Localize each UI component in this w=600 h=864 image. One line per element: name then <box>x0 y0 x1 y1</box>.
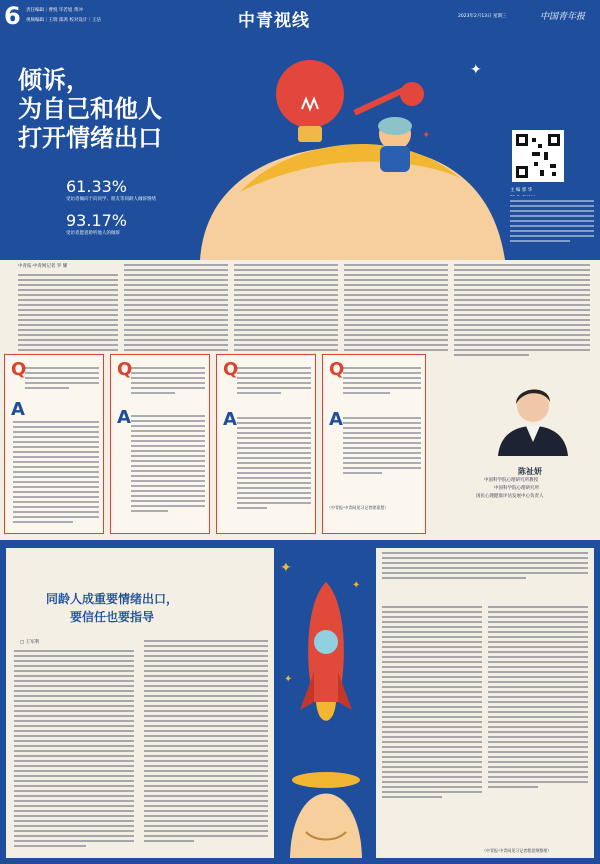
answer-mark: A <box>223 409 237 430</box>
masthead: 中国青年报 <box>540 12 586 22</box>
lower-right-col-1 <box>382 606 482 801</box>
editor-line-1: 责任编辑｜曹悦 毕若旭 黄冲 <box>26 8 83 13</box>
question-mark: Q <box>117 359 133 380</box>
qa-credit: （中青报·中青网见习记者徐嘉慧） <box>327 505 389 510</box>
answer-mark: A <box>11 399 25 420</box>
svg-text:✦: ✦ <box>280 560 292 576</box>
hero-title-line2: 为自己和他人 <box>18 94 162 123</box>
stat-2-caption: 受访者愿意聆听他人的倾诉 <box>66 231 120 236</box>
lower-byline: □ 王军利 <box>20 640 40 645</box>
svg-text:✦: ✦ <box>422 130 431 141</box>
hero-title-line3: 打开情绪出口 <box>18 123 162 152</box>
hero-illustration <box>180 34 510 260</box>
svg-text:✦: ✦ <box>352 580 361 591</box>
qr-code-icon <box>516 134 560 178</box>
question-mark: Q <box>11 359 27 380</box>
page-header <box>0 0 600 34</box>
qr-code[interactable] <box>512 130 564 182</box>
svg-text:✦: ✦ <box>470 62 482 78</box>
question-mark: Q <box>223 359 239 380</box>
answer-mark: A <box>329 409 343 430</box>
lower-col-2 <box>144 640 268 845</box>
article-col-3 <box>234 264 338 359</box>
right-intro-text <box>510 196 596 260</box>
expert-title-1: 中国科学院心理研究所教授 <box>484 478 538 483</box>
qa-box-2 <box>110 354 210 534</box>
expert-photo <box>488 372 578 456</box>
expert-title-3: 国民心理健康评估发展中心负责人 <box>476 494 544 499</box>
svg-text:✦: ✦ <box>284 674 293 685</box>
stat-1-caption: 受访者倾向于向同学、朋友等同龄人倾诉情绪 <box>66 197 156 202</box>
section-title: 中青视线 <box>238 11 310 31</box>
stat-2-value: 93.17% <box>66 211 128 230</box>
expert-name: 陈祉妍 <box>518 467 542 476</box>
date-line: 2023年2月13日 星期三 <box>458 14 507 19</box>
article-col-1 <box>18 274 118 359</box>
article-col-5 <box>454 264 590 359</box>
lower-col-1 <box>14 650 134 850</box>
lower-right-col-2 <box>488 606 588 791</box>
credit-line-1: 主 编 郭 华 <box>510 188 533 193</box>
lower-headline-1: 同龄人成重要情绪出口， <box>46 592 179 606</box>
page-number: 6 <box>4 2 21 30</box>
article-col-2 <box>124 264 228 359</box>
article-col-4 <box>344 264 448 359</box>
editor-line-2: 视频编辑｜王瑞 邵鸿 校对设计｜王洁 <box>26 18 101 23</box>
expert-title-2: 中国科学院心理研究所 <box>494 486 539 491</box>
answer-mark: A <box>117 407 131 428</box>
hero-title-line1: 倾诉， <box>18 65 90 94</box>
byline: 中青报·中青网记者 罗 耀 <box>18 264 68 269</box>
qa-box-4 <box>322 354 426 534</box>
lower-right-intro <box>382 552 588 582</box>
qa-box-3 <box>216 354 316 534</box>
question-mark: Q <box>329 359 345 380</box>
rocket-illustration <box>276 552 376 858</box>
stat-1-value: 61.33% <box>66 177 128 196</box>
qa-box-1 <box>4 354 104 534</box>
lower-footer-credit: （中青报·中青网见习记者程思聚整理） <box>482 848 552 853</box>
lower-headline-2: 要信任也要指导 <box>70 610 155 624</box>
